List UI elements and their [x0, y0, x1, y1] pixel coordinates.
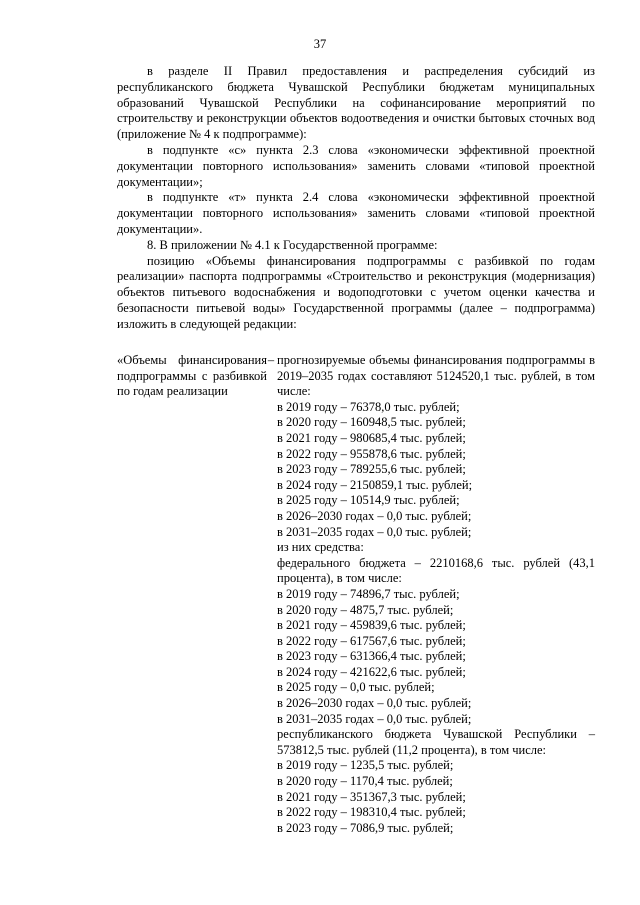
paragraph: в подпункте «с» пункта 2.3 слова «экономически эффективной проектной документации повторного использования» заменить словами «типовой проектной документации»; — [117, 142, 595, 189]
financing-line: из них средства: — [277, 540, 364, 555]
financing-line: в 2023 году – 7086,9 тыс. рублей; — [277, 820, 454, 835]
body-text — [117, 64, 595, 333]
financing-line: республиканского бюджета Чувашской Республики – 573812,5 тыс. рублей (11,2 процента), в том числе: — [277, 727, 595, 757]
financing-line: федерального бюджета – 2210168,6 тыс. рублей (43,1 процента), в том числе: — [277, 555, 595, 586]
passport-values — [277, 353, 595, 836]
financing-line: в 2019 году – 74896,7 тыс. рублей; — [277, 586, 460, 601]
paragraph: в подпункте «т» пункта 2.4 слова «экономически эффективной проектной документации повторного использования» заменить словами «типовой проектной документации». — [117, 190, 595, 236]
paragraph: в разделе II Правил предоставления и распределения субсидий из республиканского бюджета Чувашской Республики бюджетам муниципальных образований Чувашской Республики на софинансирование мероприятий по строительству и реконструкции объектов водоотведения и очистки бытовых сточных вод (приложение № 4 к подпрограмме): — [117, 64, 595, 142]
financing-line: в 2023 году – 631366,4 тыс. рублей; — [277, 649, 466, 664]
financing-line: в 2026–2030 годах – 0,0 тыс. рублей; — [277, 508, 472, 523]
paragraph: позицию «Объемы финансирования подпрограммы с разбивкой по годам реализации» паспорта подпрограммы «Строительство и реконструкция (модернизация) объектов питьевого водоснабжения и водоподготовки с учетом оценки качества и безопасности питьевой воды» Государственной программы (далее – подпрограмма) изложить в следующей редакции: — [117, 253, 595, 331]
financing-line: в 2025 году – 0,0 тыс. рублей; — [277, 680, 435, 695]
financing-line: в 2026–2030 годах – 0,0 тыс. рублей; — [277, 696, 472, 711]
financing-line: в 2022 году – 955878,6 тыс. рублей; — [277, 446, 466, 461]
page-number: 37 — [313, 37, 327, 51]
paragraph: 8. В приложении № 4.1 к Государственной программе: — [147, 237, 438, 252]
financing-line: в 2031–2035 годах – 0,0 тыс. рублей; — [277, 711, 472, 726]
financing-line: в 2019 году – 1235,5 тыс. рублей; — [277, 758, 454, 773]
financing-line: в 2020 году – 4875,7 тыс. рублей; — [277, 602, 454, 617]
financing-line: в 2023 году – 789255,6 тыс. рублей; — [277, 462, 466, 477]
financing-line: в 2022 году – 617567,6 тыс. рублей; — [277, 633, 466, 648]
financing-line: прогнозируемые объемы финансирования подпрограммы в 2019–2035 годах составляют 5124520,1 тыс. рублей, в том числе: — [277, 353, 595, 399]
financing-line: в 2020 году – 160948,5 тыс. рублей; — [277, 415, 466, 430]
financing-line: в 2021 году – 351367,3 тыс. рублей; — [277, 789, 466, 804]
financing-line: в 2021 году – 980685,4 тыс. рублей; — [277, 430, 466, 445]
financing-line: в 2024 году – 421622,6 тыс. рублей; — [277, 664, 466, 679]
financing-line: в 2024 году – 2150859,1 тыс. рублей; — [277, 477, 473, 492]
financing-line: в 2021 году – 459839,6 тыс. рублей; — [277, 618, 466, 633]
financing-line: в 2022 году – 198310,4 тыс. рублей; — [277, 805, 466, 820]
financing-line: в 2025 году – 10514,9 тыс. рублей; — [277, 493, 460, 508]
financing-line: в 2031–2035 годах – 0,0 тыс. рублей; — [277, 524, 472, 539]
passport-dash: – — [267, 353, 275, 367]
financing-line: в 2019 году – 76378,0 тыс. рублей; — [277, 399, 460, 414]
financing-line: в 2020 году – 1170,4 тыс. рублей; — [277, 774, 453, 789]
passport-label: «Объемы финансирования подпрограммы с разбивкой по годам реализации — [117, 353, 267, 399]
